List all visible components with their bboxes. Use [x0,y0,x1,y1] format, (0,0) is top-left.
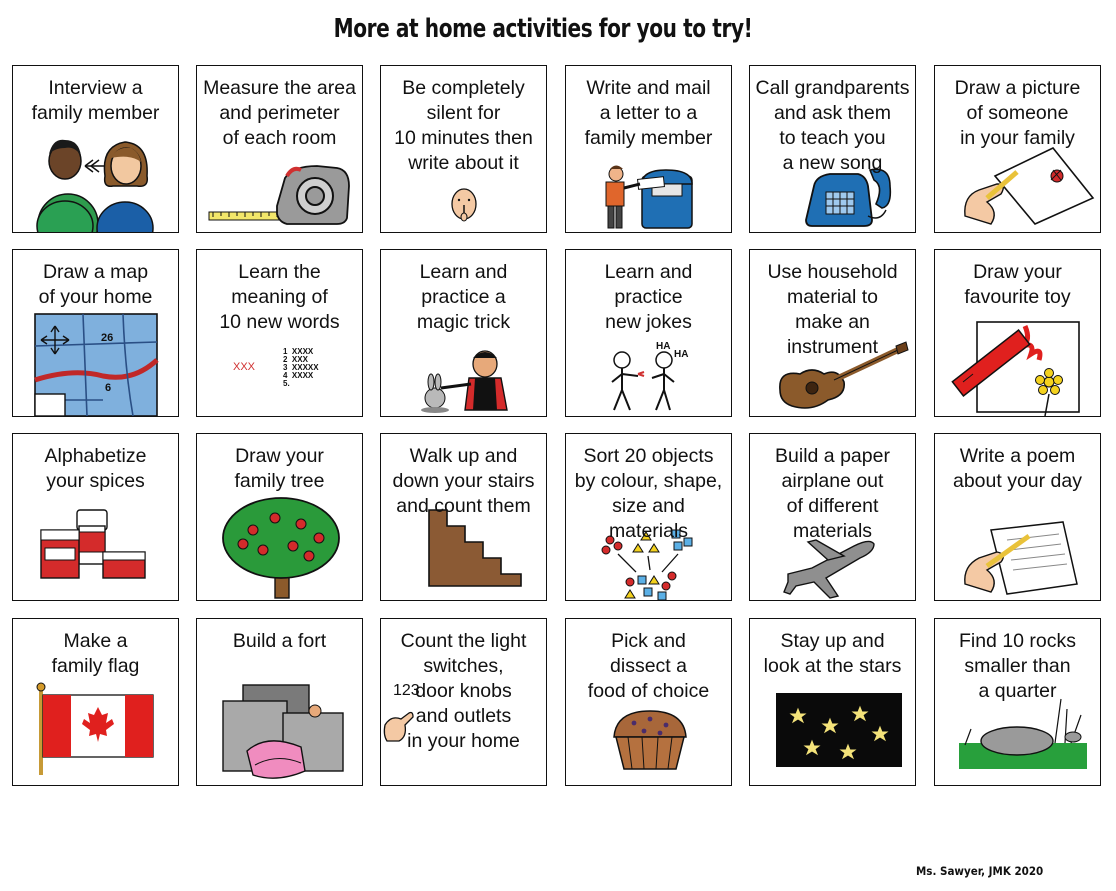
activity-card [196,65,363,233]
activity-card [380,618,547,786]
activity-label: Make a family flag [51,630,140,677]
word-list-line: 1 XXXX [283,347,314,356]
page-title: More at home activities for you to try! [333,14,753,44]
activity-card [749,65,916,233]
activity-label: Build a fort [232,630,327,652]
activity-label: Stay up and look at the stars [763,630,902,677]
activity-label: Pick and dissect a food of choice [587,630,710,702]
activity-card [934,65,1101,233]
activity-card [380,433,547,601]
activity-label: Draw your favourite toy [964,261,1071,308]
activity-card [196,433,363,601]
activity-card [749,433,916,601]
activity-label: Count the light switches, door knobs and outlets in your home [400,630,527,752]
activity-label: Find 10 rocks smaller than a quarter [958,630,1077,702]
author-credit: Ms. Sawyer, JMK 2020 [916,864,1044,878]
activity-card [565,249,732,417]
activity-label: Learn and practice new jokes [604,261,693,333]
activity-card [934,618,1101,786]
activity-label: Measure the area and perimeter of each room [203,77,356,149]
word-list-line: 2 XXX [283,355,308,364]
activity-card [749,249,916,417]
activity-label: Sort 20 objects by colour, shape, size and materials [574,445,723,542]
map-label: 26 [101,332,114,344]
word-list-line: 5. [283,379,290,388]
activity-label: Be completely silent for 10 minutes then write about it [394,77,533,174]
activity-label: Draw a map of your home [38,261,153,308]
activity-label: Learn and practice a magic trick [416,261,511,333]
activity-card [196,618,363,786]
activity-card [565,618,732,786]
laugh-text: HA [674,349,689,360]
activity-label: Draw a picture of someone in your family [954,77,1081,149]
activity-label: Learn the meaning of 10 new words [219,261,340,333]
laugh-text: HA [656,341,671,352]
activity-card [565,65,732,233]
activity-label: Alphabetize your spices [44,445,147,492]
activity-card [12,249,179,417]
activity-label: Walk up and down your stairs and count them [392,445,535,517]
word-list-line: 3 XXXXX [283,363,319,372]
activity-label: Use household material to make an instrument [767,261,898,358]
activity-card [196,249,363,417]
activity-label: Write and mail a letter to a family member [584,77,713,149]
activity-card [565,433,732,601]
activity-card [934,433,1101,601]
activity-card [749,618,916,786]
activity-card [12,433,179,601]
activity-label: Interview a family member [31,77,160,124]
word-list-line: 4 XXXX [283,371,314,380]
activity-label: Call grandparents and ask them to teach you a new song [755,77,910,174]
activity-card [12,618,179,786]
activity-card [12,65,179,233]
activity-card [380,65,547,233]
map-label: 6 [105,382,112,394]
activity-label: Write a poem about your day [952,445,1082,492]
counting-digits: 123 [393,682,420,699]
activity-label: Draw your family tree [234,445,325,492]
activity-card [380,249,547,417]
activity-card [934,249,1101,417]
activity-label: Build a paper airplane out of different materials [775,445,890,542]
crossed-word: XXX [233,361,256,373]
